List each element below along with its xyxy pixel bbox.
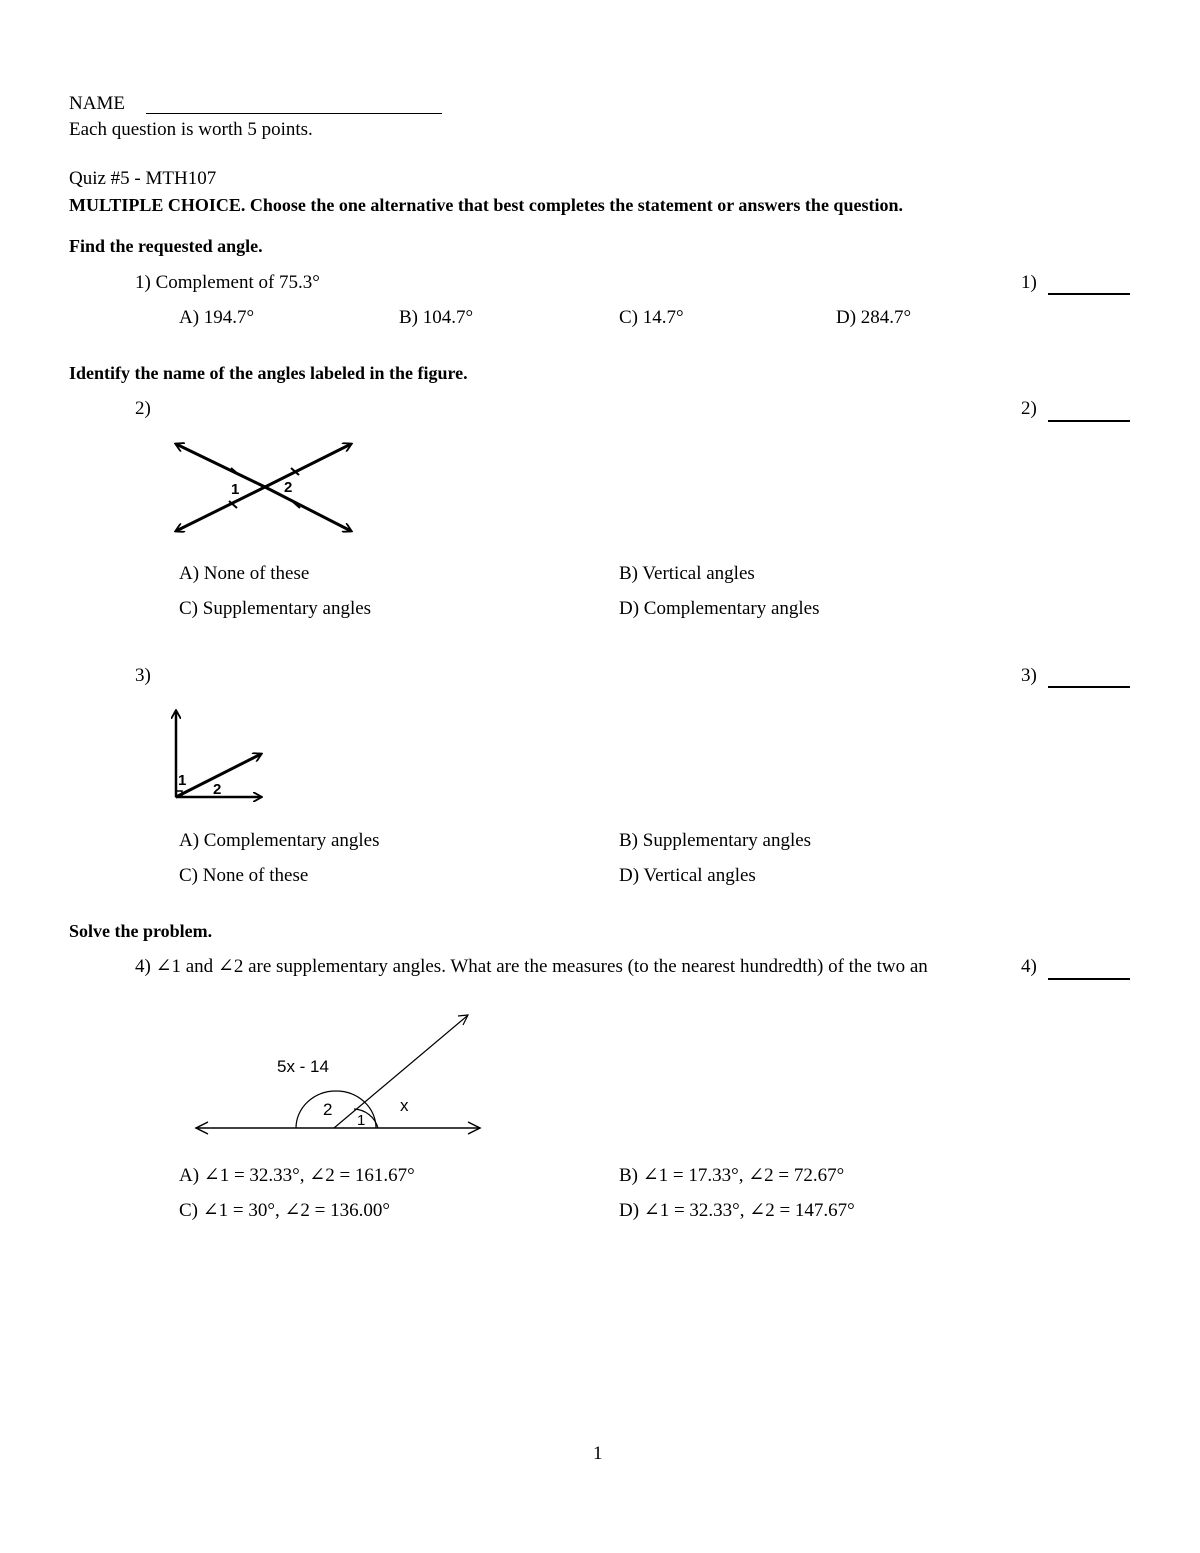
- question-4-choice-b[interactable]: B) ∠1 = 17.33°, ∠2 = 72.67°: [619, 1165, 845, 1186]
- ray-down-left: [176, 487, 265, 531]
- name-label: NAME: [69, 93, 125, 114]
- ray-down-right: [265, 487, 351, 531]
- question-4-choice-c[interactable]: C) ∠1 = 30°, ∠2 = 136.00°: [179, 1200, 390, 1221]
- question-2-prompt: 2): [135, 398, 151, 419]
- section-heading-identify-angles: Identify the name of the angles labeled in the figure.: [69, 363, 468, 383]
- question-3-figure: [165, 703, 275, 805]
- question-1-choice-b[interactable]: B) 104.7°: [399, 307, 474, 328]
- question-3-choice-a[interactable]: A) Complementary angles: [179, 830, 380, 851]
- question-4-prompt: 4) ∠1 and ∠2 are supplementary angles. What are the measures (to the nearest hundredth) of the two an: [135, 956, 928, 977]
- question-3-answer-blank[interactable]: [1048, 686, 1130, 688]
- q2-angle-label-2: 2: [284, 479, 293, 496]
- question-2-choice-b[interactable]: B) Vertical angles: [619, 563, 755, 584]
- question-2-choice-d[interactable]: D) Complementary angles: [619, 598, 820, 619]
- question-4-answer-number: 4): [1021, 956, 1037, 977]
- q3-angle-label-1: 1: [178, 772, 187, 789]
- question-3-choice-d[interactable]: D) Vertical angles: [619, 865, 756, 886]
- section-heading-solve: Solve the problem.: [69, 921, 213, 941]
- q3-angle-label-2: 2: [213, 781, 222, 798]
- question-1-choice-c[interactable]: C) 14.7°: [619, 307, 684, 328]
- name-blank[interactable]: [146, 113, 442, 114]
- question-2-answer-blank[interactable]: [1048, 420, 1130, 422]
- page-number: 1: [593, 1443, 603, 1464]
- question-4-choice-d[interactable]: D) ∠1 = 32.33°, ∠2 = 147.67°: [619, 1200, 855, 1221]
- section-heading-find-angle: Find the requested angle.: [69, 236, 263, 256]
- points-note: Each question is worth 5 points.: [69, 119, 313, 140]
- q4-angle-label-1: 1: [357, 1112, 366, 1129]
- question-1-answer-blank[interactable]: [1048, 293, 1130, 295]
- instructions: MULTIPLE CHOICE. Choose the one alternative that best completes the statement or answers the question.: [69, 195, 903, 215]
- question-1-choice-d[interactable]: D) 284.7°: [836, 307, 912, 328]
- q4-expression-label: 5x - 14: [277, 1057, 329, 1076]
- question-3-answer-number: 3): [1021, 665, 1037, 686]
- ray-up-left: [176, 444, 265, 487]
- question-2-choice-a[interactable]: A) None of these: [179, 563, 310, 584]
- question-3-choice-b[interactable]: B) Supplementary angles: [619, 830, 812, 851]
- question-4-answer-blank[interactable]: [1048, 978, 1130, 980]
- quiz-title: Quiz #5 - MTH107: [69, 168, 217, 189]
- question-3-choice-c[interactable]: C) None of these: [179, 865, 309, 886]
- question-4-figure: [188, 1005, 488, 1140]
- question-4-choice-a[interactable]: A) ∠1 = 32.33°, ∠2 = 161.67°: [179, 1165, 415, 1186]
- question-1-answer-number: 1): [1021, 272, 1037, 293]
- ray-up-right: [265, 444, 351, 487]
- question-3-prompt: 3): [135, 665, 151, 686]
- question-1-choice-a[interactable]: A) 194.7°: [179, 307, 255, 328]
- q2-angle-label-1: 1: [231, 481, 240, 498]
- question-1-prompt: 1) Complement of 75.3°: [135, 272, 320, 293]
- question-2-choice-c[interactable]: C) Supplementary angles: [179, 598, 372, 619]
- q4-angle-label-x: x: [400, 1096, 409, 1115]
- q4-angle-label-2: 2: [323, 1100, 333, 1119]
- question-2-answer-number: 2): [1021, 398, 1037, 419]
- question-2-figure: [165, 435, 365, 540]
